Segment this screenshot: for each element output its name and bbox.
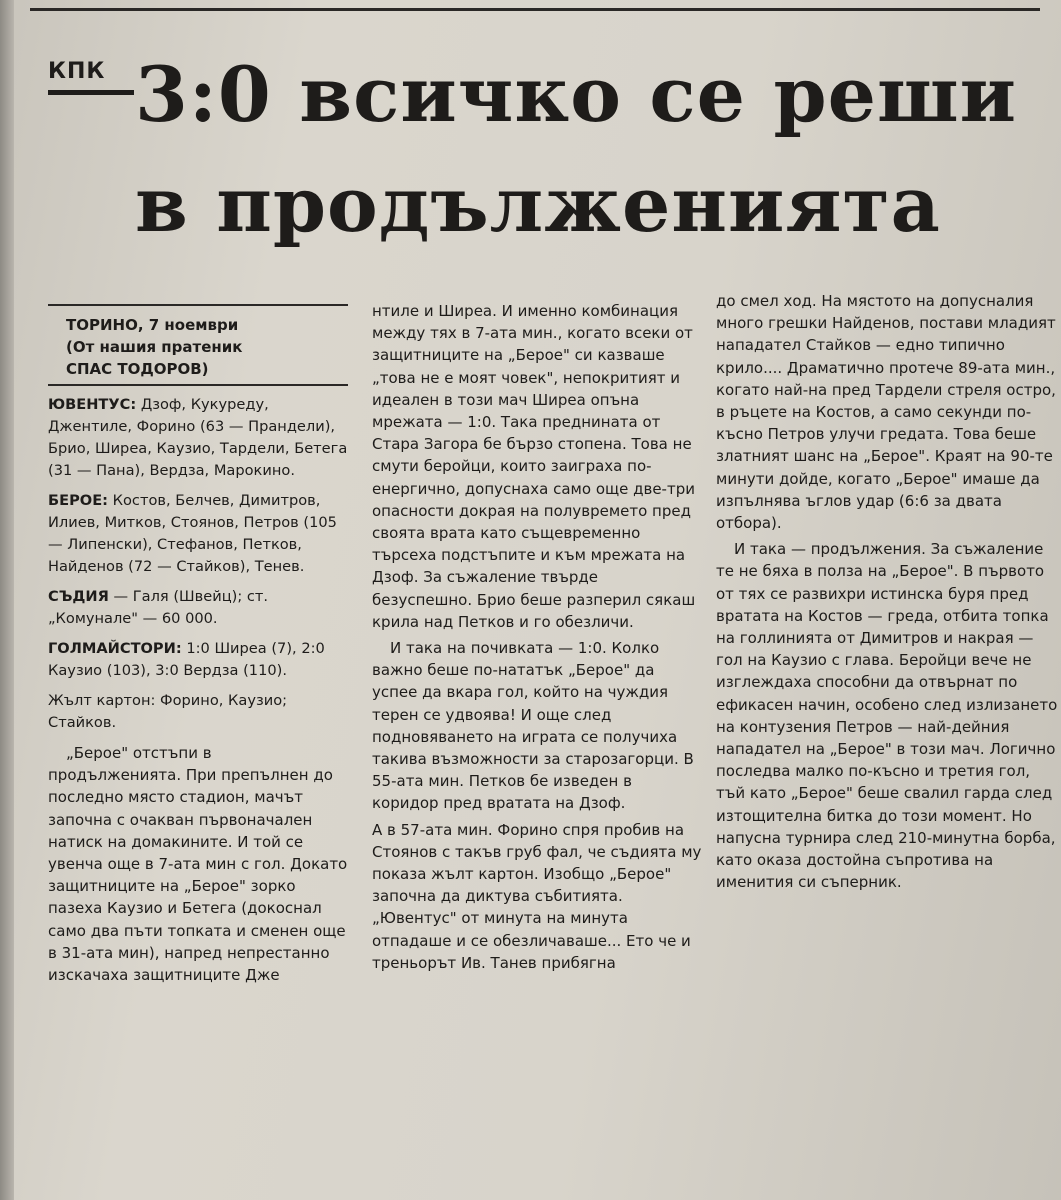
top-rule	[30, 8, 1040, 11]
article-paragraph: И така на почивката — 1:0. Колко важно беше по-нататък „Берое" да успее да вкара гол, който на чуждия терен се удвоява! И още след подновяването на играта се получиха такива възможности за старозагорци. В 55-ата мин. Петков бе изведен в коридор пред вратата на Дзоф.	[372, 639, 694, 813]
rubric-text: КПК	[48, 59, 106, 84]
scorers-text: 1:0 Ширеа (7), 2:0 Каузио (103), 3:0 Вердза (110).	[48, 640, 325, 679]
dateline-author: СПАС ТОДОРОВ)	[66, 360, 209, 378]
dateline-city: ТОРИНО, 7 ноември	[66, 316, 239, 334]
lineup-juventus-label: ЮВЕНТУС:	[48, 396, 137, 413]
lineup-juventus	[48, 394, 348, 482]
page-fold-shadow	[0, 0, 14, 1200]
lineup-beroe-text: Костов, Белчев, Димитров, Илиев, Митков, Стоянов, Петров (105 — Липенски), Стефанов, Петков, Найденов (72 — Стайков), Тенев.	[48, 492, 337, 575]
scorers-label: ГОЛМАЙСТОРИ:	[48, 640, 182, 657]
column-1	[48, 300, 348, 990]
rubric-label	[48, 60, 138, 95]
article-paragraph: И така — продължения. За съжаление те не бяха в полза на „Берое". В първото от тях се развихри истинска буря пред вратата на Костов — греда, отбита топка на голлинията от Димитров и накрая — гол на Каузио с глава. Беройци вече не изглеждаха способни да отвърнат по ефикасен начин, особено след излизането на контузения Петров — най-дейния нападател на „Берое" в този мач. Логично последва малко по-късно и третия гол, тъй като „Берое" беше свалил гарда след изтощителна битка до този момент. Но напусна турнира след 210-минутна борба, като оказа достойна съпротива на именития си съперник.	[716, 540, 1058, 892]
dateline	[48, 314, 348, 380]
article-paragraph: нтиле и Ширеа. И именно комбинация между тях в 7-ата мин., когато всеки от защитниците на „Берое" си казваше „това не е моят човек", непокритият и идеален в този мач Ширеа опъна мрежата — 1:0. Така преднината от Стара Загора бе бързо стопена. Това не смути беройци, които заиграха по-енергично, допуснаха само още две-три опасности докрая на полувремето пред своята врата като същевременно търсеха подстъпите и към мрежата на Дзоф. За съжаление твърде безуспешно. Брио беше разперил сякаш крила над Петков и го обезличи.	[372, 302, 696, 631]
dateline-source: (От нашия пратеник	[66, 338, 243, 356]
article-paragraph: „Берое" отстъпи в продълженията. При препълнен до последно място стадион, мачът започна с очакван първоначален натиск на домакините. И той се увенча още в 7-ата мин с гол. Докато защитниците на „Берое" зорко пазеха Каузио и Бетега (докоснал само два пъти топката и сменен още в 31-ата мин), напред непрестанно изскачаха защитниците Дже	[48, 744, 348, 985]
referee-label: СЪДИЯ	[48, 588, 109, 605]
lineup-beroe	[48, 490, 348, 578]
column-rule-bottom	[48, 384, 348, 386]
referee-info	[48, 586, 348, 630]
lineup-juventus-text: Дзоф, Кукуреду, Джентиле, Форино (63 — Прандели), Брио, Ширеа, Каузио, Тардели, Бетега (31 — Пана), Вердза, Марокино.	[48, 396, 348, 479]
referee-text: — Галя (Швейц); ст. „Комунале" — 60 000.	[48, 588, 269, 627]
column-2	[372, 300, 702, 978]
headline-line-2: в продълженията	[135, 160, 941, 249]
column-rule-top	[48, 304, 348, 306]
cards-info: Жълт картон: Форино, Каузио; Стайков.	[48, 692, 288, 731]
lineup-beroe-label: БЕРОЕ:	[48, 492, 108, 509]
article-paragraph: до смел ход. На мястото на допусналия много грешки Найденов, постави младият нападател Стайков — едно типично крило.... Драматично протече 89-ата мин., когато най-на пред Тардели стреля остро, в ръцете на Костов, а само секунди по-късно Петров улучи гредата. Това беше златният шанс на „Берое". Краят на 90-те минути дойде, когато „Берое" имаше да изпълнява ъглов удар (6:6 за двата отбора).	[716, 292, 1056, 533]
headline-line-1: 3:0 всичко се реши	[135, 50, 1018, 139]
article-paragraph: А в 57-ата мин. Форино спря пробив на Стоянов с такъв груб фал, че съдията му показа жълт картон. Изобщо „Берое" започна да диктува събитията. „Ювентус" от минута на минута отпадаше и се обезличаваше... Ето че и треньорът Ив. Танев прибягна	[372, 820, 702, 972]
rubric-underline	[48, 90, 134, 95]
headline	[135, 40, 1035, 260]
column-3	[716, 290, 1058, 897]
scorers-info	[48, 638, 348, 682]
